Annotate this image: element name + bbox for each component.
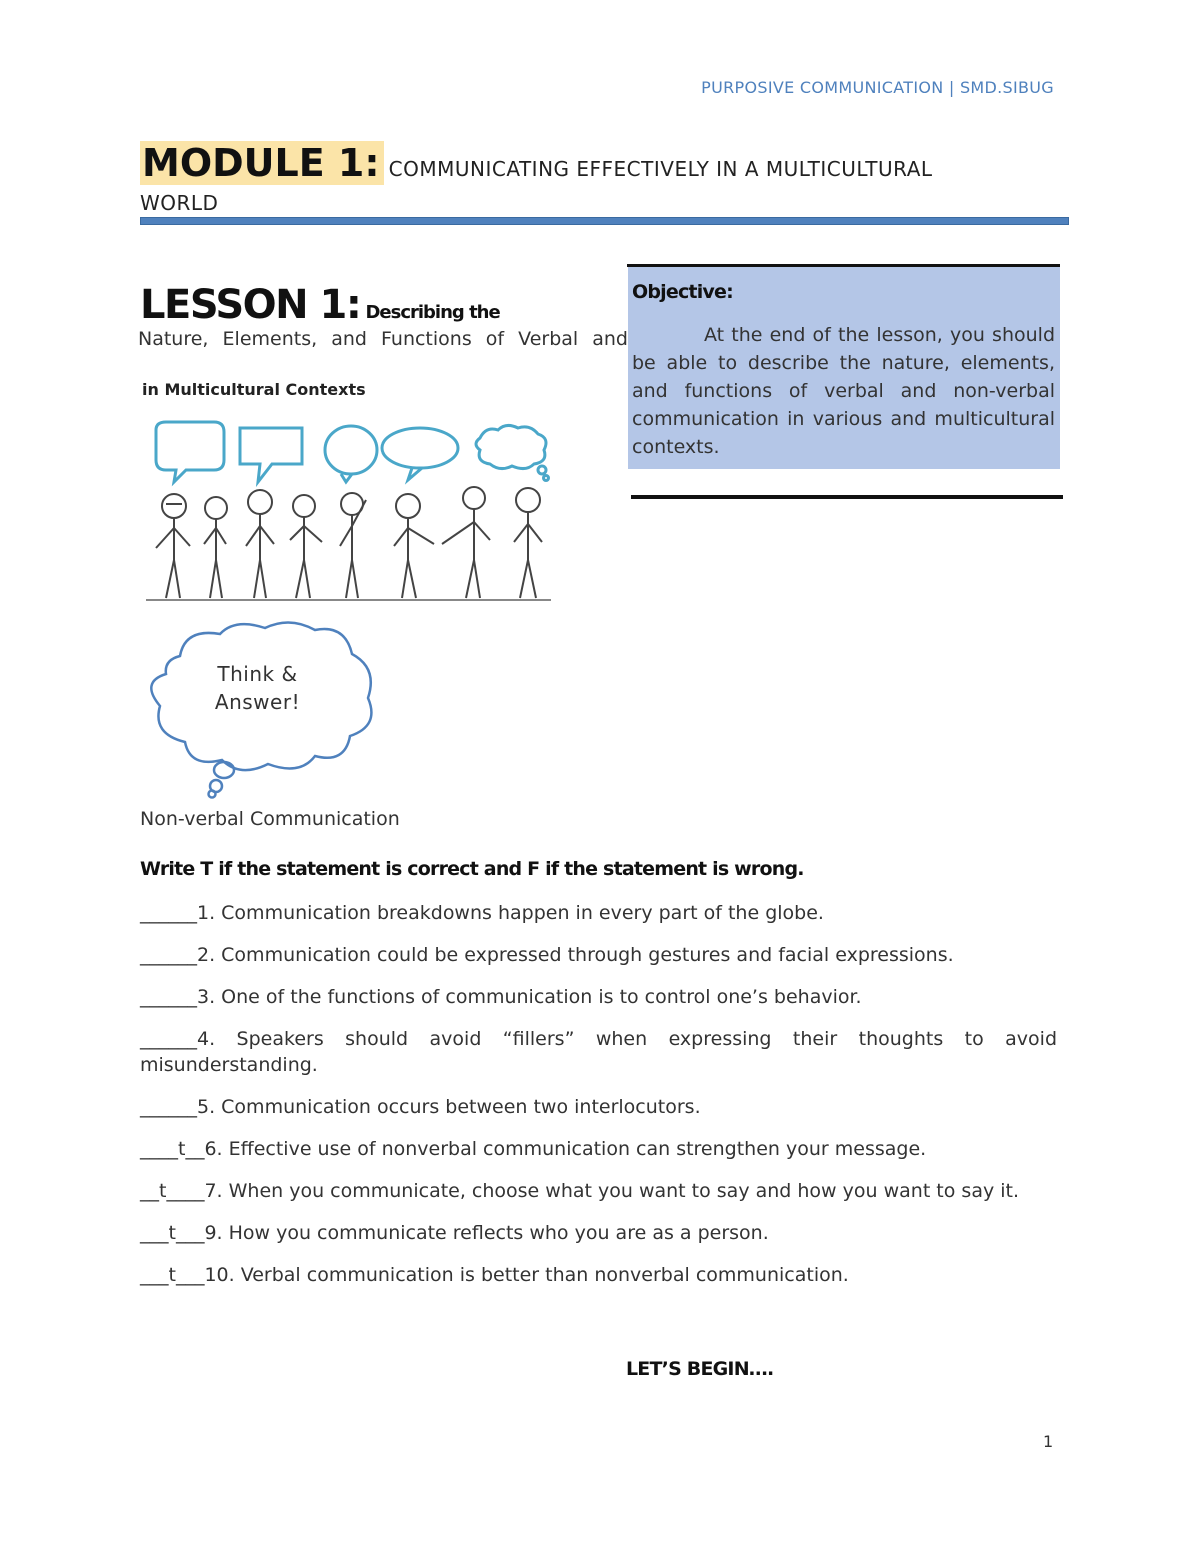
list-item: __t____7. When you communicate, choose what you want to say and how you want to say it. xyxy=(140,1180,1020,1202)
lesson-description: Nature, Elements, and Functions of Verbal and xyxy=(138,328,628,350)
stick-figures-icon xyxy=(156,487,542,598)
list-item: ______1. Communication breakdowns happen in every part of the globe. xyxy=(140,902,824,924)
lesson-label: LESSON 1: xyxy=(140,282,361,328)
module-divider xyxy=(140,217,1069,225)
list-item: ______4. Speakers should avoid “fillers” when expressing their thoughts to avoid misunderstanding. xyxy=(140,1028,1057,1076)
module-title-line1: COMMUNICATING EFFECTIVELY IN A MULTICULTURAL xyxy=(388,157,933,181)
thought-line1: Think & xyxy=(217,662,298,686)
lesson-context: in Multicultural Contexts xyxy=(142,380,366,399)
list-item: ____t__6. Effective use of nonverbal communication can strengthen your message. xyxy=(140,1138,927,1160)
thought-line2: Answer! xyxy=(214,690,301,714)
list-item: ___t___9. How you communicate reflects who you are as a person. xyxy=(140,1222,769,1244)
section-label: Non-verbal Communication xyxy=(140,808,400,830)
lesson-heading xyxy=(140,282,630,328)
objective-bottom-rule xyxy=(631,495,1063,499)
list-item: ______3. One of the functions of communication is to control one’s behavior. xyxy=(140,986,862,1008)
running-header: PURPOSIVE COMMUNICATION | SMD.SIBUG xyxy=(701,78,1054,97)
list-item: ___t___10. Verbal communication is better than nonverbal communication. xyxy=(140,1264,849,1286)
module-heading xyxy=(140,142,1040,215)
objective-text: At the end of the lesson, you should be able to describe the nature, elements, and functions of verbal and non-verbal communication in various and multicultural contexts. xyxy=(632,324,1055,458)
statement-list xyxy=(140,900,1057,1304)
list-item: ______2. Communication could be expressed through gestures and facial expressions. xyxy=(140,944,954,966)
objective-box xyxy=(628,267,1060,469)
thought-bubble-text xyxy=(180,660,335,716)
module-label: MODULE 1: xyxy=(140,141,384,185)
module-title-line2: WORLD xyxy=(140,190,219,215)
closing-text: LET’S BEGIN…. xyxy=(626,1358,774,1380)
speech-bubbles-icon xyxy=(156,422,549,482)
instruction: Write T if the statement is correct and F if the statement is wrong. xyxy=(140,858,804,880)
lesson-subtitle: Describing the xyxy=(365,302,500,323)
list-item: ______5. Communication occurs between two interlocutors. xyxy=(140,1096,701,1118)
people-talking-illustration xyxy=(146,420,556,608)
page-number: 1 xyxy=(1043,1432,1054,1451)
objective-title: Objective: xyxy=(632,281,733,303)
